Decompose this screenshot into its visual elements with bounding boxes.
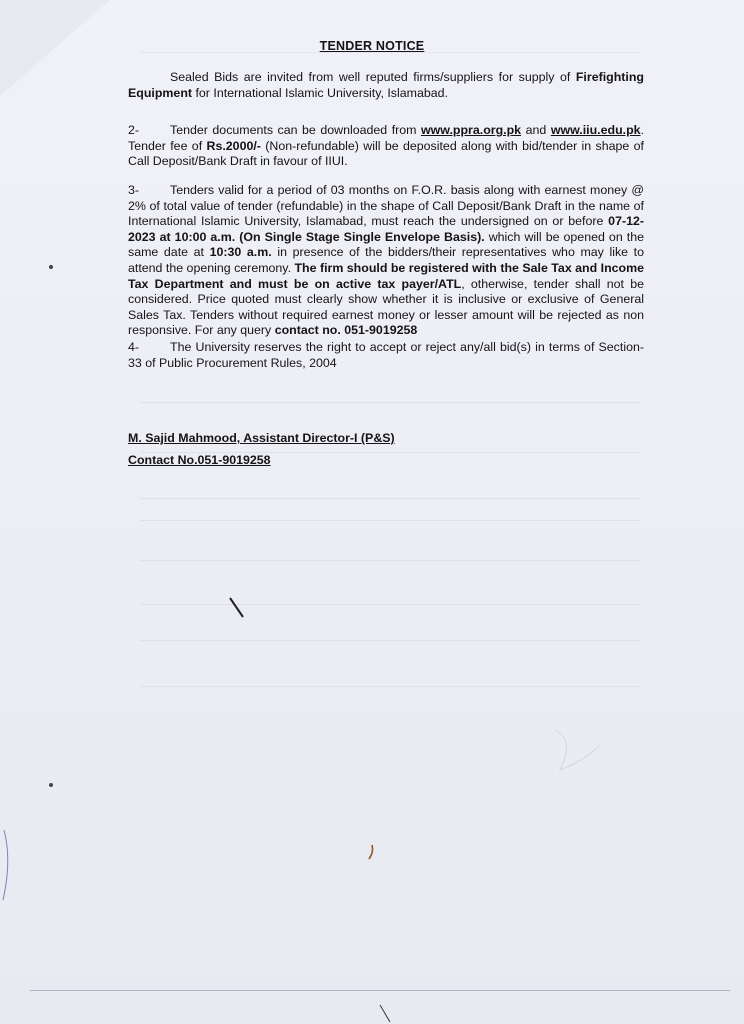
ppra-link[interactable]: www.ppra.org.pk — [421, 123, 522, 137]
iiu-link[interactable]: www.iiu.edu.pk — [550, 123, 641, 137]
signatory-contact: Contact No.051-9019258 — [128, 453, 271, 467]
envelope-basis: (On Single Stage Single Envelope Basis). — [239, 229, 485, 244]
margin-scribble — [3, 830, 8, 900]
p1-bold-item: Firefighting Equipment — [128, 70, 644, 100]
p3-text-c: in presence of the bidders/their representatives who may like to attend the opening ceremony. — [128, 245, 645, 275]
opening-time: 10:30 a.m. — [209, 245, 272, 260]
p2-number: 2- — [128, 123, 140, 137]
registration-requirement: The firm should be registered with the Sale Tax and Income Tax Department and must be on active tax payer/ATL — [128, 260, 645, 291]
scan-edge-line — [30, 990, 730, 991]
submission-deadline: 07-12-2023 at 10:00 a.m. — [128, 214, 644, 244]
p3-text-b: which will be opened on the same date at — [128, 229, 644, 260]
bottom-scribble — [380, 1005, 390, 1022]
signatory-name: M. Sajid Mahmood, Assistant Director-I (P&S) — [128, 431, 395, 445]
p3-text-d: , otherwise, tender shall not be considered. Price quoted must clearly show whether it is inclusive or exclusive of General Sales Tax. Tenders without required earnest money or lesser amount will be rejected as non responsive. For any query — [128, 276, 645, 338]
p1-text-b: for International Islamic University, Islamabad. — [192, 85, 448, 100]
p2-text-d: (Non-refundable) will be deposited along with bid/tender in shape of Call Deposit/Bank Draft in favour of IIUI. — [128, 138, 644, 169]
p2-text-c: . Tender fee of — [128, 123, 644, 153]
query-contact: contact no. 051-9019258 — [274, 323, 418, 338]
ink-mark — [369, 845, 373, 859]
p3-number: 3- — [128, 183, 140, 197]
pen-stroke-mark — [230, 598, 243, 617]
p1-text-a: Sealed Bids are invited from well reputed firms/suppliers for supply of — [170, 70, 576, 84]
page-title: TENDER NOTICE — [319, 39, 425, 53]
p2-text-a: Tender documents can be downloaded from — [170, 123, 422, 137]
p2-text-b: and — [521, 123, 551, 137]
bleed-signature — [555, 730, 600, 770]
p4-text: The University reserves the right to accept or reject any/all bid(s) in terms of Section-33 of Public Procurement Rules, 2004 — [128, 340, 644, 370]
p3-text-a: Tenders valid for a period of 03 months on F.O.R. basis along with earnest money @ 2% of total value of tender (refundable) in the shape of Call Deposit/Bank Draft in the name of International Islamic University, Islamabad, must reach the undersigned on or before — [128, 183, 644, 229]
p4-number: 4- — [128, 340, 140, 354]
tender-fee: Rs.2000/- — [206, 138, 261, 153]
